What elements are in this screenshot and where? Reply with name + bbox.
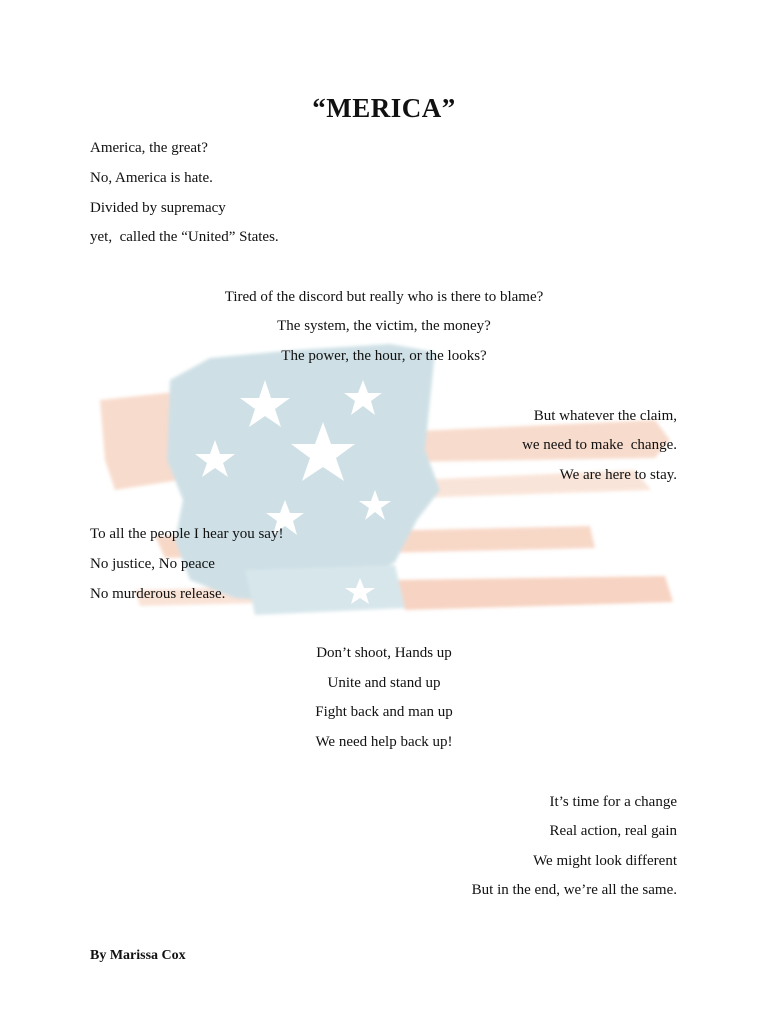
poem-line: But in the end, we’re all the same. bbox=[471, 882, 677, 898]
author-byline: By Marissa Cox bbox=[90, 948, 186, 963]
poem-line: yet, called the “United” States. bbox=[90, 229, 279, 245]
poem-line: Real action, real gain bbox=[549, 823, 677, 839]
poem-line: But whatever the claim, bbox=[533, 408, 677, 424]
poem-line: The system, the victim, the money? bbox=[277, 318, 491, 334]
poem-line: Unite and stand up bbox=[327, 675, 441, 691]
poem-line: It’s time for a change bbox=[549, 794, 677, 810]
poem-line: Fight back and man up bbox=[315, 704, 453, 720]
poem-line: Tired of the discord but really who is there to blame? bbox=[224, 289, 544, 305]
poem-line: We need help back up! bbox=[315, 734, 453, 750]
poem-line: The power, the hour, or the looks? bbox=[281, 348, 487, 364]
poem-line: No, America is hate. bbox=[90, 170, 213, 186]
poem-line: Don’t shoot, Hands up bbox=[316, 645, 452, 661]
poem-line: We might look different bbox=[533, 853, 677, 869]
poem-line: We are here to stay. bbox=[559, 467, 677, 483]
poem-line: Divided by supremacy bbox=[90, 200, 226, 216]
poem-title: “MERICA” bbox=[312, 93, 456, 123]
poem-line: No justice, No peace bbox=[90, 556, 215, 572]
poem-line: America, the great? bbox=[90, 140, 208, 156]
poem-line: we need to make change. bbox=[522, 437, 677, 453]
poem-line: No murderous release. bbox=[90, 586, 226, 602]
poem-line: To all the people I hear you say! bbox=[90, 526, 284, 542]
